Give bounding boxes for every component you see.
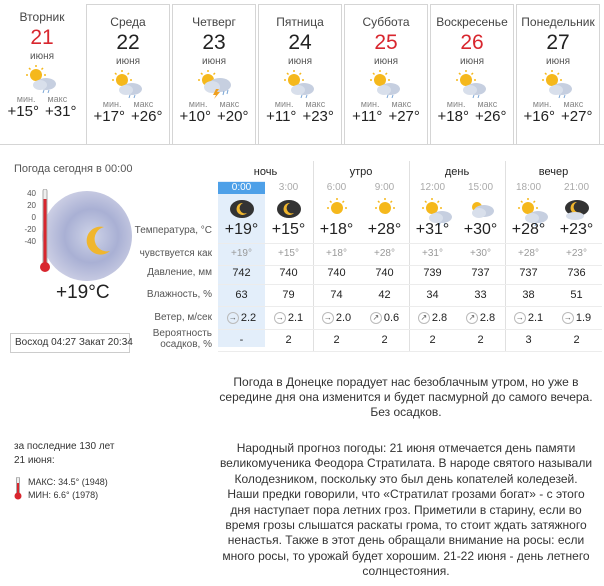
day-month: июня [287, 56, 313, 67]
time-3: 9:00 [374, 182, 395, 193]
max-label: макс [219, 99, 240, 109]
day-name: Воскресенье [436, 15, 508, 29]
wind-direction-icon: → [275, 313, 284, 323]
wind-value: ↗ 2.8 [457, 312, 504, 324]
max-temp: +27° [561, 108, 593, 125]
day-month: июня [373, 56, 399, 67]
day-tab-23[interactable] [172, 4, 256, 144]
day-name: Вторник [19, 10, 65, 24]
day-month: июня [545, 56, 571, 67]
pressure-value: 742 [232, 267, 251, 279]
temp-value: +28° [511, 221, 546, 238]
pressure-value: 740 [279, 267, 298, 279]
day-tab-26[interactable] [430, 4, 514, 144]
time-4: 12:00 [419, 182, 446, 193]
day-month: июня [115, 56, 141, 67]
moon-cloud-icon [562, 197, 592, 224]
feels-value: +18° [326, 248, 347, 259]
temp-value: +31° [415, 221, 450, 238]
feels-value: +28° [374, 248, 395, 259]
wind-value: ↗ 2.8 [409, 312, 456, 324]
min-temp: +17° [93, 108, 125, 125]
wind-direction-icon: ↗ [466, 312, 478, 324]
day-number: 25 [374, 31, 398, 54]
partly-cloudy-icon [366, 69, 406, 99]
max-temp: +20° [217, 108, 249, 125]
row-label-precip: Вероятность осадков, % [152, 328, 212, 350]
feels-value: +28° [518, 248, 539, 259]
precip-value: 2 [573, 334, 580, 346]
min-label: мин. [102, 99, 122, 109]
min-temp: +11° [266, 108, 297, 125]
today-panel [0, 144, 604, 586]
feels-value: +15° [278, 248, 299, 259]
max-label: макс [133, 99, 154, 109]
day-tab-25[interactable] [344, 4, 428, 144]
max-label: макс [305, 99, 326, 109]
time-7: 21:00 [563, 182, 590, 193]
pressure-value: 739 [423, 267, 442, 279]
pressure-value: 737 [471, 267, 490, 279]
sun-times: Восход 04:27 Закат 20:34 [10, 333, 130, 353]
temp-value: +15° [271, 221, 306, 238]
humidity-value: 79 [282, 289, 295, 301]
moon-icon [227, 197, 257, 224]
humidity-value: 51 [570, 289, 583, 301]
days-strip [0, 0, 604, 146]
row-divider [218, 351, 602, 352]
humidity-value: 42 [378, 289, 391, 301]
precip-value: 2 [333, 334, 340, 346]
time-2: 6:00 [326, 182, 347, 193]
history-title: за последние 130 лет [14, 441, 115, 452]
row-label-pressure: Давление, мм [147, 267, 212, 278]
wind-value: → 1.9 [563, 312, 592, 324]
period-2: день [444, 166, 470, 178]
partly-cloudy-icon [280, 69, 320, 99]
day-number: 26 [460, 31, 484, 54]
time-0: 0:00 [218, 182, 265, 194]
temp-value: +23° [559, 221, 594, 238]
day-number: 27 [546, 31, 570, 54]
row-label-temp: Температура, °С [134, 225, 212, 236]
min-label: мин. [446, 99, 466, 109]
max-temp: +31° [45, 103, 77, 120]
day-month: июня [29, 51, 55, 62]
min-label: мин. [532, 99, 552, 109]
row-divider [218, 329, 602, 330]
precip-value: 3 [525, 334, 532, 346]
day-number: 24 [288, 31, 312, 54]
forecast-description: Погода в Донецке порадует нас безоблачным утром, но уже в середине дня она изменится и будет пасмурной до самого вечера. Без осадков. [219, 375, 593, 419]
humidity-value: 63 [235, 289, 248, 301]
min-label: мин. [16, 94, 36, 104]
row-label-wind: Ветер, м/сек [154, 312, 212, 323]
precip-value: 2 [285, 334, 292, 346]
row-label-humidity: Влажность, % [146, 289, 212, 300]
history-min: МИН: 6.6° (1978) [28, 490, 99, 500]
feels-value: +31° [422, 248, 443, 259]
wind-value: → 2.0 [323, 312, 352, 324]
moon-icon [274, 197, 304, 224]
day-number: 21 [30, 26, 54, 49]
partly-cloudy-icon [22, 64, 62, 94]
thermometer-small-icon [14, 477, 22, 501]
wind-direction-icon: → [515, 313, 524, 323]
precip-value: 2 [381, 334, 388, 346]
precip-value: - [239, 334, 244, 346]
max-label: макс [477, 99, 498, 109]
sun-icon [322, 197, 352, 224]
thermometer-scale: 40 20 0 -20 -40 [24, 189, 36, 246]
temp-value: +28° [367, 221, 402, 238]
partly-cloudy-icon [538, 69, 578, 99]
max-temp: +26° [475, 108, 507, 125]
precip-value: 2 [477, 334, 484, 346]
day-month: июня [201, 56, 227, 67]
history-max: МАКС: 34.5° (1948) [28, 477, 108, 487]
day-name: Четверг [192, 15, 236, 29]
wind-value: → 2.1 [275, 312, 304, 324]
wind-value: ↗ 0.6 [361, 312, 408, 324]
day-month: июня [459, 56, 485, 67]
min-label: мин. [188, 99, 208, 109]
min-label: мин. [274, 99, 294, 109]
wind-direction-icon: → [228, 313, 237, 323]
min-temp: +15° [7, 103, 39, 120]
day-name: Среда [110, 15, 146, 29]
folk-title: Народный прогноз погоды: [236, 441, 387, 455]
sun-icon [370, 197, 400, 224]
time-1: 3:00 [278, 182, 299, 193]
pressure-value: 737 [519, 267, 538, 279]
row-label-feels: чувствуется как [139, 248, 212, 259]
temp-value: +19° [224, 221, 259, 238]
day-number: 23 [202, 31, 226, 54]
min-temp: +10° [179, 108, 211, 125]
wind-direction-icon: ↗ [370, 312, 382, 324]
day-name: Пятница [276, 15, 324, 29]
max-label: макс [563, 99, 584, 109]
folk-forecast [218, 441, 594, 580]
day-name: Понедельник [521, 15, 595, 29]
humidity-value: 33 [474, 289, 487, 301]
temp-value: +18° [319, 221, 354, 238]
row-divider [218, 265, 602, 266]
precip-value: 2 [429, 334, 436, 346]
wind-value: → 2.2 [228, 312, 257, 324]
min-temp: +16° [523, 108, 555, 125]
day-name: Суббота [362, 15, 410, 29]
wind-direction-icon: → [563, 313, 572, 323]
humidity-value: 74 [330, 289, 343, 301]
partly-cloudy-icon [108, 69, 148, 99]
min-temp: +11° [352, 108, 383, 125]
current-temperature: +19°C [56, 282, 110, 303]
folk-text: 21 июня отмечается день памяти великомученика Феодора Стратилата. В народе святого называли Колодезником, поскольку это был день копателей коледезей. Наши предки говорили, что «Стратилат грозами богат» - с этого дня наступает пора летних гроз. Приметили в старину, если во время грозы слышатся раскаты грома, то стоит ждать затяжного ненастья. Также в этот день обращали внимание на росы: если много росы, то урожай будет хорошим. 21-22 июня - день летнего солнцестояния. [219, 441, 593, 579]
day-tab-21[interactable] [0, 0, 84, 140]
pressure-value: 736 [567, 267, 586, 279]
thunderstorm-icon [194, 69, 234, 99]
row-divider [218, 284, 602, 285]
period-3: вечер [538, 166, 569, 178]
day-tab-24[interactable] [258, 4, 342, 144]
day-tab-27[interactable] [516, 4, 600, 144]
period-1: утро [349, 166, 373, 178]
max-label: макс [47, 94, 68, 104]
period-0: ночь [253, 166, 278, 178]
cloudy-icon [466, 197, 496, 224]
max-temp: +26° [131, 108, 163, 125]
time-6: 18:00 [515, 182, 542, 193]
row-divider [218, 243, 602, 244]
wind-direction-icon: → [323, 313, 332, 323]
feels-value: +30° [470, 248, 491, 259]
day-tab-22[interactable] [86, 4, 170, 144]
min-label: мин. [360, 99, 380, 109]
wind-direction-icon: ↗ [418, 312, 430, 324]
history-date: 21 июня: [14, 455, 55, 466]
feels-value: +23° [566, 248, 587, 259]
max-temp: +23° [302, 108, 334, 125]
pressure-value: 740 [327, 267, 346, 279]
day-number: 22 [116, 31, 140, 54]
time-5: 15:00 [467, 182, 494, 193]
min-temp: +18° [437, 108, 469, 125]
humidity-value: 38 [522, 289, 535, 301]
humidity-value: 34 [426, 289, 439, 301]
pressure-value: 740 [375, 267, 394, 279]
row-divider [218, 306, 602, 307]
temp-value: +30° [463, 221, 498, 238]
max-label: макс [391, 99, 412, 109]
wind-value: → 2.1 [515, 312, 544, 324]
today-title: Погода сегодня в 00:00 [14, 163, 133, 175]
partly-cloudy-icon [452, 69, 492, 99]
feels-value: +19° [231, 248, 252, 259]
max-temp: +27° [388, 108, 420, 125]
